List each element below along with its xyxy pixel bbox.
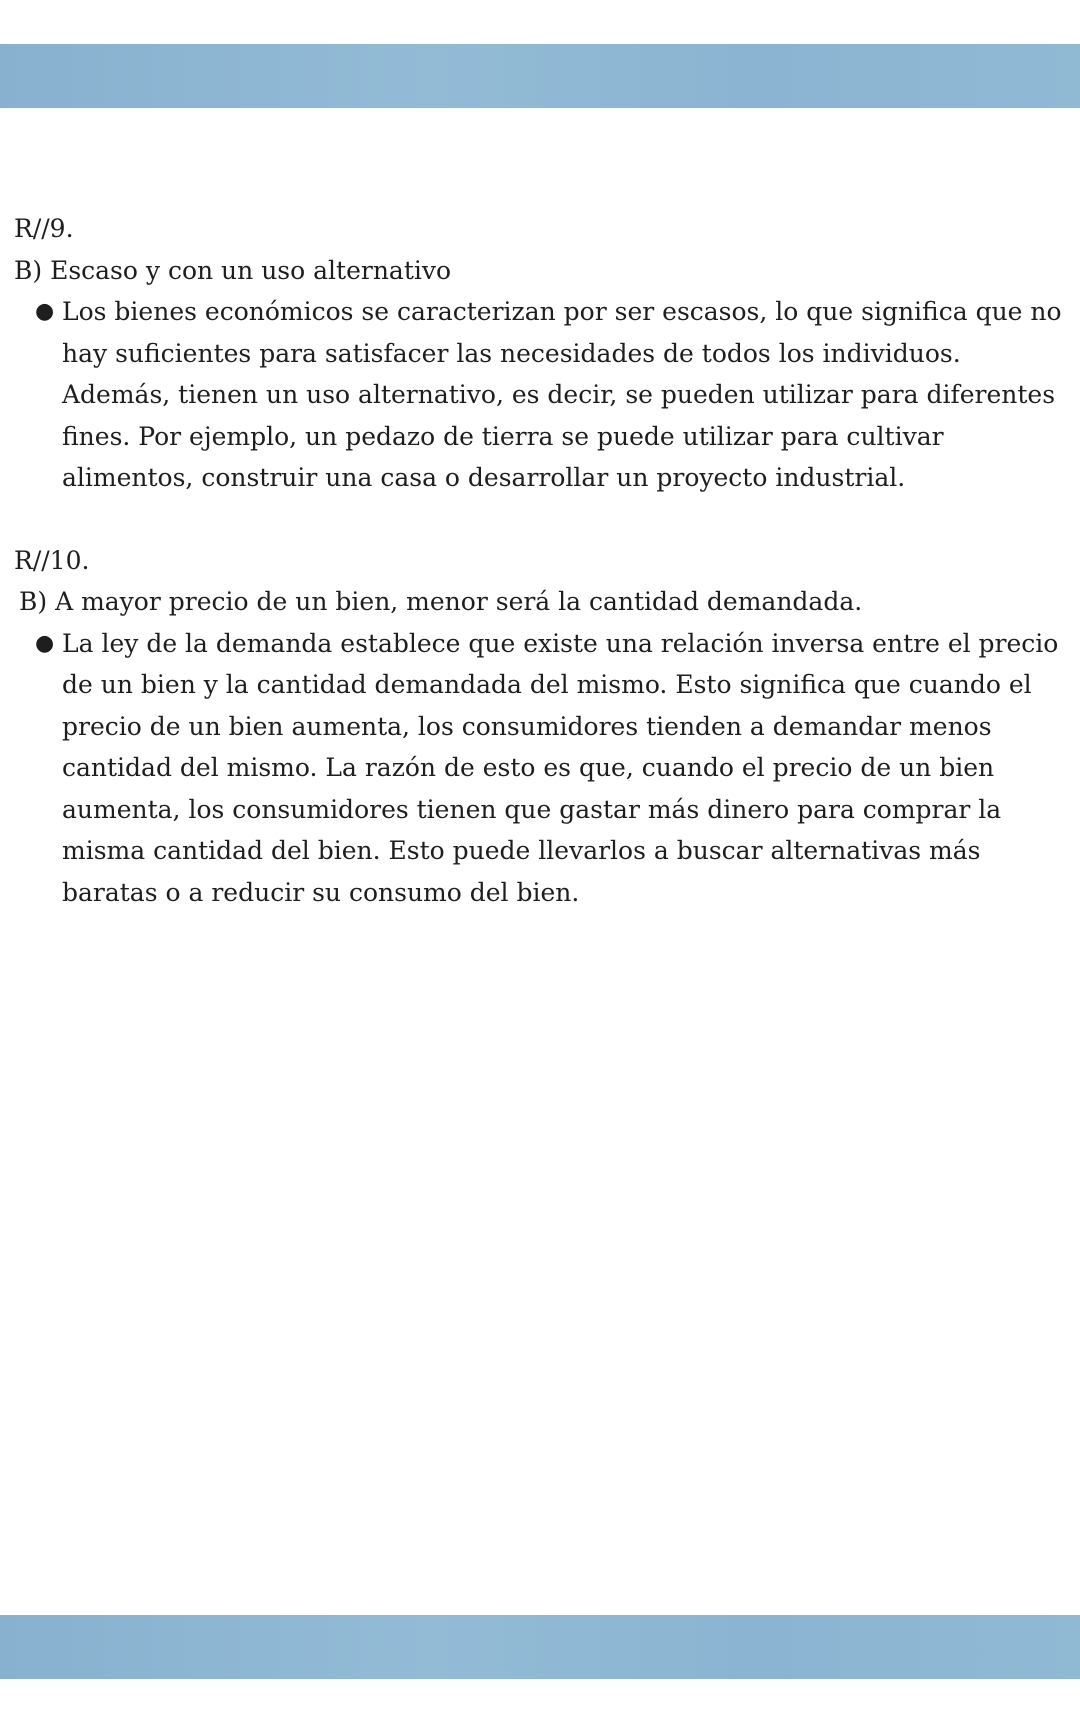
- explanation-text: La ley de la demanda establece que existe una relación inversa entre el precio de un bien y la cantidad demandada del mismo. Esto significa que cuando el precio de un bien aumenta, los consumidores tienden a demandar menos cantidad del mismo. La razón de esto es que, cuando el precio de un bien aumenta, los consumidores tienen que gastar más dinero para comprar la misma cantidad del bien. Esto puede llevarlos a buscar alternativas más baratas o a reducir su consumo del bien.: [62, 628, 1059, 907]
- footer-band: [0, 1615, 1080, 1679]
- explanation-list: [14, 623, 1074, 914]
- bullet-icon: ●: [35, 630, 55, 656]
- answer-choice: B) A mayor precio de un bien, menor será la cantidad demandada.: [19, 587, 863, 616]
- explanation-text: Los bienes económicos se caracterizan por ser escasos, lo que significa que no hay suficientes para satisfacer las necesidades de todos los individuos. Además, tienen un uso alternativo, es decir, se pueden utilizar para diferentes fines. Por ejemplo, un pedazo de tierra se puede utilizar para cultivar alimentos, construir una casa o desarrollar un proyecto industrial.: [62, 297, 1062, 492]
- question-number: R//9.: [14, 214, 74, 243]
- bullet-icon: ●: [35, 299, 55, 324]
- question-number: R//10.: [14, 545, 90, 575]
- answer-section-9: [14, 208, 1074, 499]
- header-band: [0, 44, 1080, 108]
- answer-section-10: [14, 540, 1074, 914]
- document-body: [14, 208, 1074, 913]
- list-item: [35, 291, 1074, 499]
- list-item: [35, 623, 1074, 914]
- answer-choice: B) Escaso y con un uso alternativo: [14, 255, 452, 285]
- explanation-list: [14, 291, 1074, 499]
